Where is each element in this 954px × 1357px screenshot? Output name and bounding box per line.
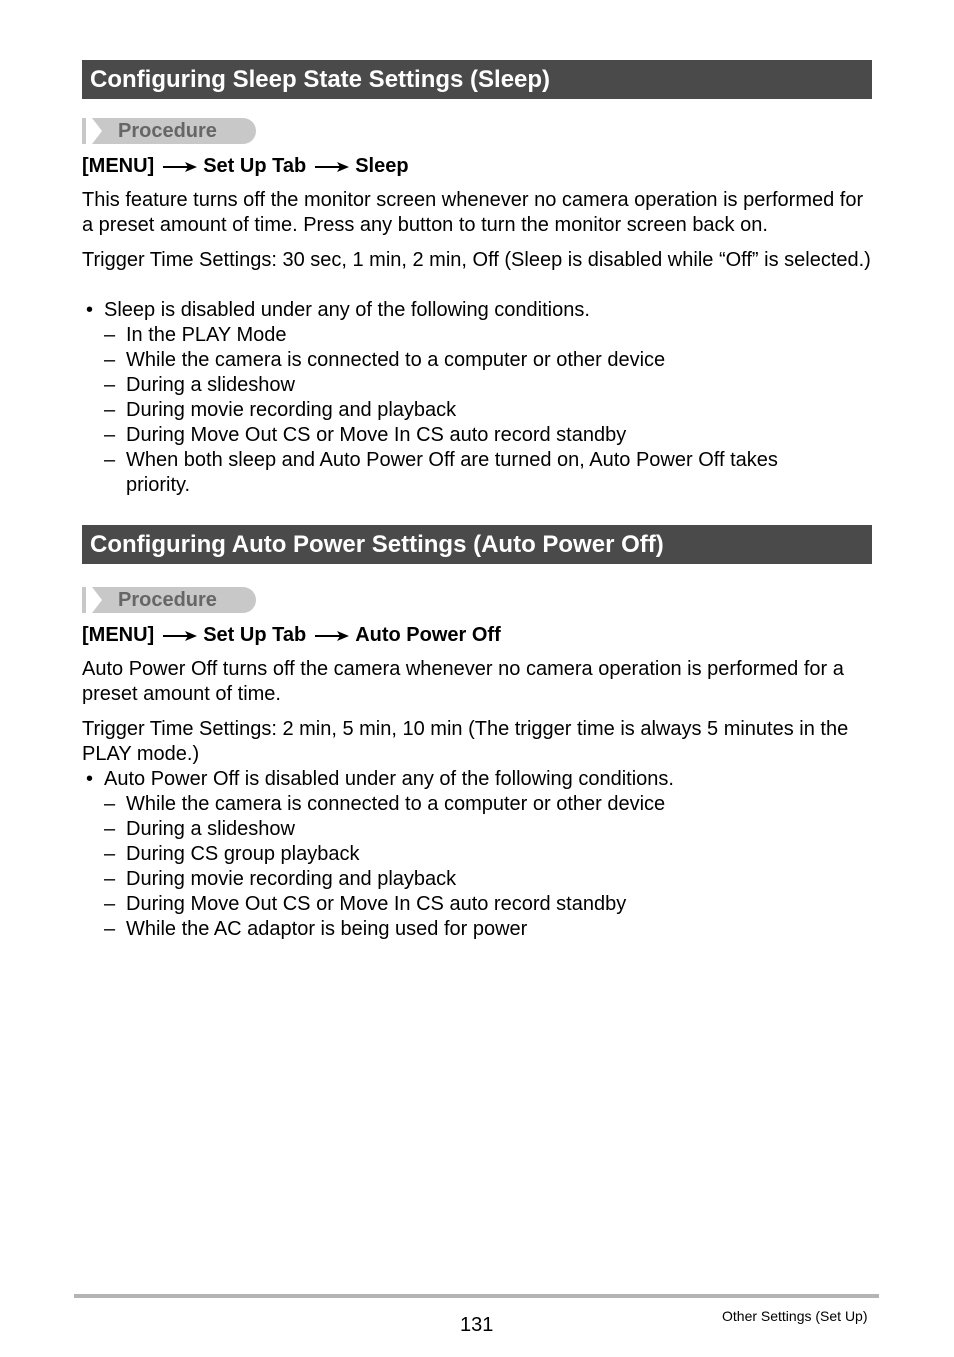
footer-section-label: Other Settings (Set Up) [722,1308,868,1324]
menu-path [82,623,501,648]
procedure-tab [82,587,256,613]
procedure-tab [82,118,256,144]
condition-text: During movie recording and playback [126,399,457,421]
page-number: 131 [460,1314,494,1336]
condition-item: – When both sleep and Auto Power Off are turned on, Auto Power Off takes priority. [104,448,834,498]
condition-text: During a slideshow [126,818,295,840]
bullet-item: • Auto Power Off is disabled under any of the following conditions. [86,768,674,790]
condition-text: During a slideshow [126,374,295,396]
condition-text: During CS group playback [126,843,360,865]
condition-item: – During Move Out CS or Move In CS auto record standby [104,892,844,917]
menu-path-menu: [MENU] [82,155,155,177]
condition-text: During Move Out CS or Move In CS auto record standby [126,893,627,915]
trigger-settings: Trigger Time Settings: 30 sec, 1 min, 2 min, Off (Sleep is disabled while “Off” is selected.) [82,249,871,271]
trigger-settings: Trigger Time Settings: 2 min, 5 min, 10 min (The trigger time is always 5 minutes in the PLAY mode.) [82,718,849,765]
bullet-item: • Sleep is disabled under any of the following conditions. [86,299,590,321]
condition-text: During Move Out CS or Move In CS auto record standby [126,424,627,446]
condition-item: – During a slideshow [104,817,844,842]
menu-path-item: Auto Power Off [355,624,501,646]
condition-text: During movie recording and playback [126,868,457,890]
condition-item: – While the camera is connected to a computer or other device [104,792,844,817]
description: Auto Power Off turns off the camera whenever no camera operation is performed for a preset amount of time. [82,658,844,705]
menu-path-tab: Set Up Tab [203,155,307,177]
condition-text: While the camera is connected to a computer or other device [126,793,666,815]
condition-text: In the PLAY Mode [126,324,287,346]
condition-item: – While the AC adaptor is being used for power [104,917,844,942]
condition-item: – In the PLAY Mode [104,323,844,348]
condition-text: While the AC adaptor is being used for power [126,918,528,940]
description: This feature turns off the monitor screen whenever no camera operation is performed for a preset amount of time. Press any button to turn the monitor screen back on. [82,189,864,236]
menu-path-tab: Set Up Tab [203,624,307,646]
procedure-label: Procedure [118,589,217,611]
menu-path [82,154,409,179]
condition-item: – During Move Out CS or Move In CS auto record standby [104,423,844,448]
bullet-text: Sleep is disabled under any of the following conditions. [104,299,590,321]
condition-item: – During movie recording and playback [104,867,844,892]
condition-item: – During a slideshow [104,373,844,398]
arrow-right-icon [315,161,349,173]
condition-text: While the camera is connected to a computer or other device [126,349,666,371]
bullet-text: Auto Power Off is disabled under any of the following conditions. [104,768,674,790]
menu-path-menu: [MENU] [82,624,155,646]
arrow-right-icon [315,630,349,642]
menu-path-item: Sleep [355,155,409,177]
footer-rule [74,1294,879,1298]
condition-item: – During movie recording and playback [104,398,844,423]
condition-item: – During CS group playback [104,842,844,867]
procedure-label: Procedure [118,120,217,142]
arrow-right-icon [163,161,197,173]
section-title-sleep: Configuring Sleep State Settings (Sleep) [82,60,872,99]
condition-item: – While the camera is connected to a computer or other device [104,348,844,373]
arrow-right-icon [163,630,197,642]
condition-text: When both sleep and Auto Power Off are turned on, Auto Power Off takes priority. [126,449,778,496]
section-title-auto-power-off: Configuring Auto Power Settings (Auto Power Off) [82,525,872,564]
